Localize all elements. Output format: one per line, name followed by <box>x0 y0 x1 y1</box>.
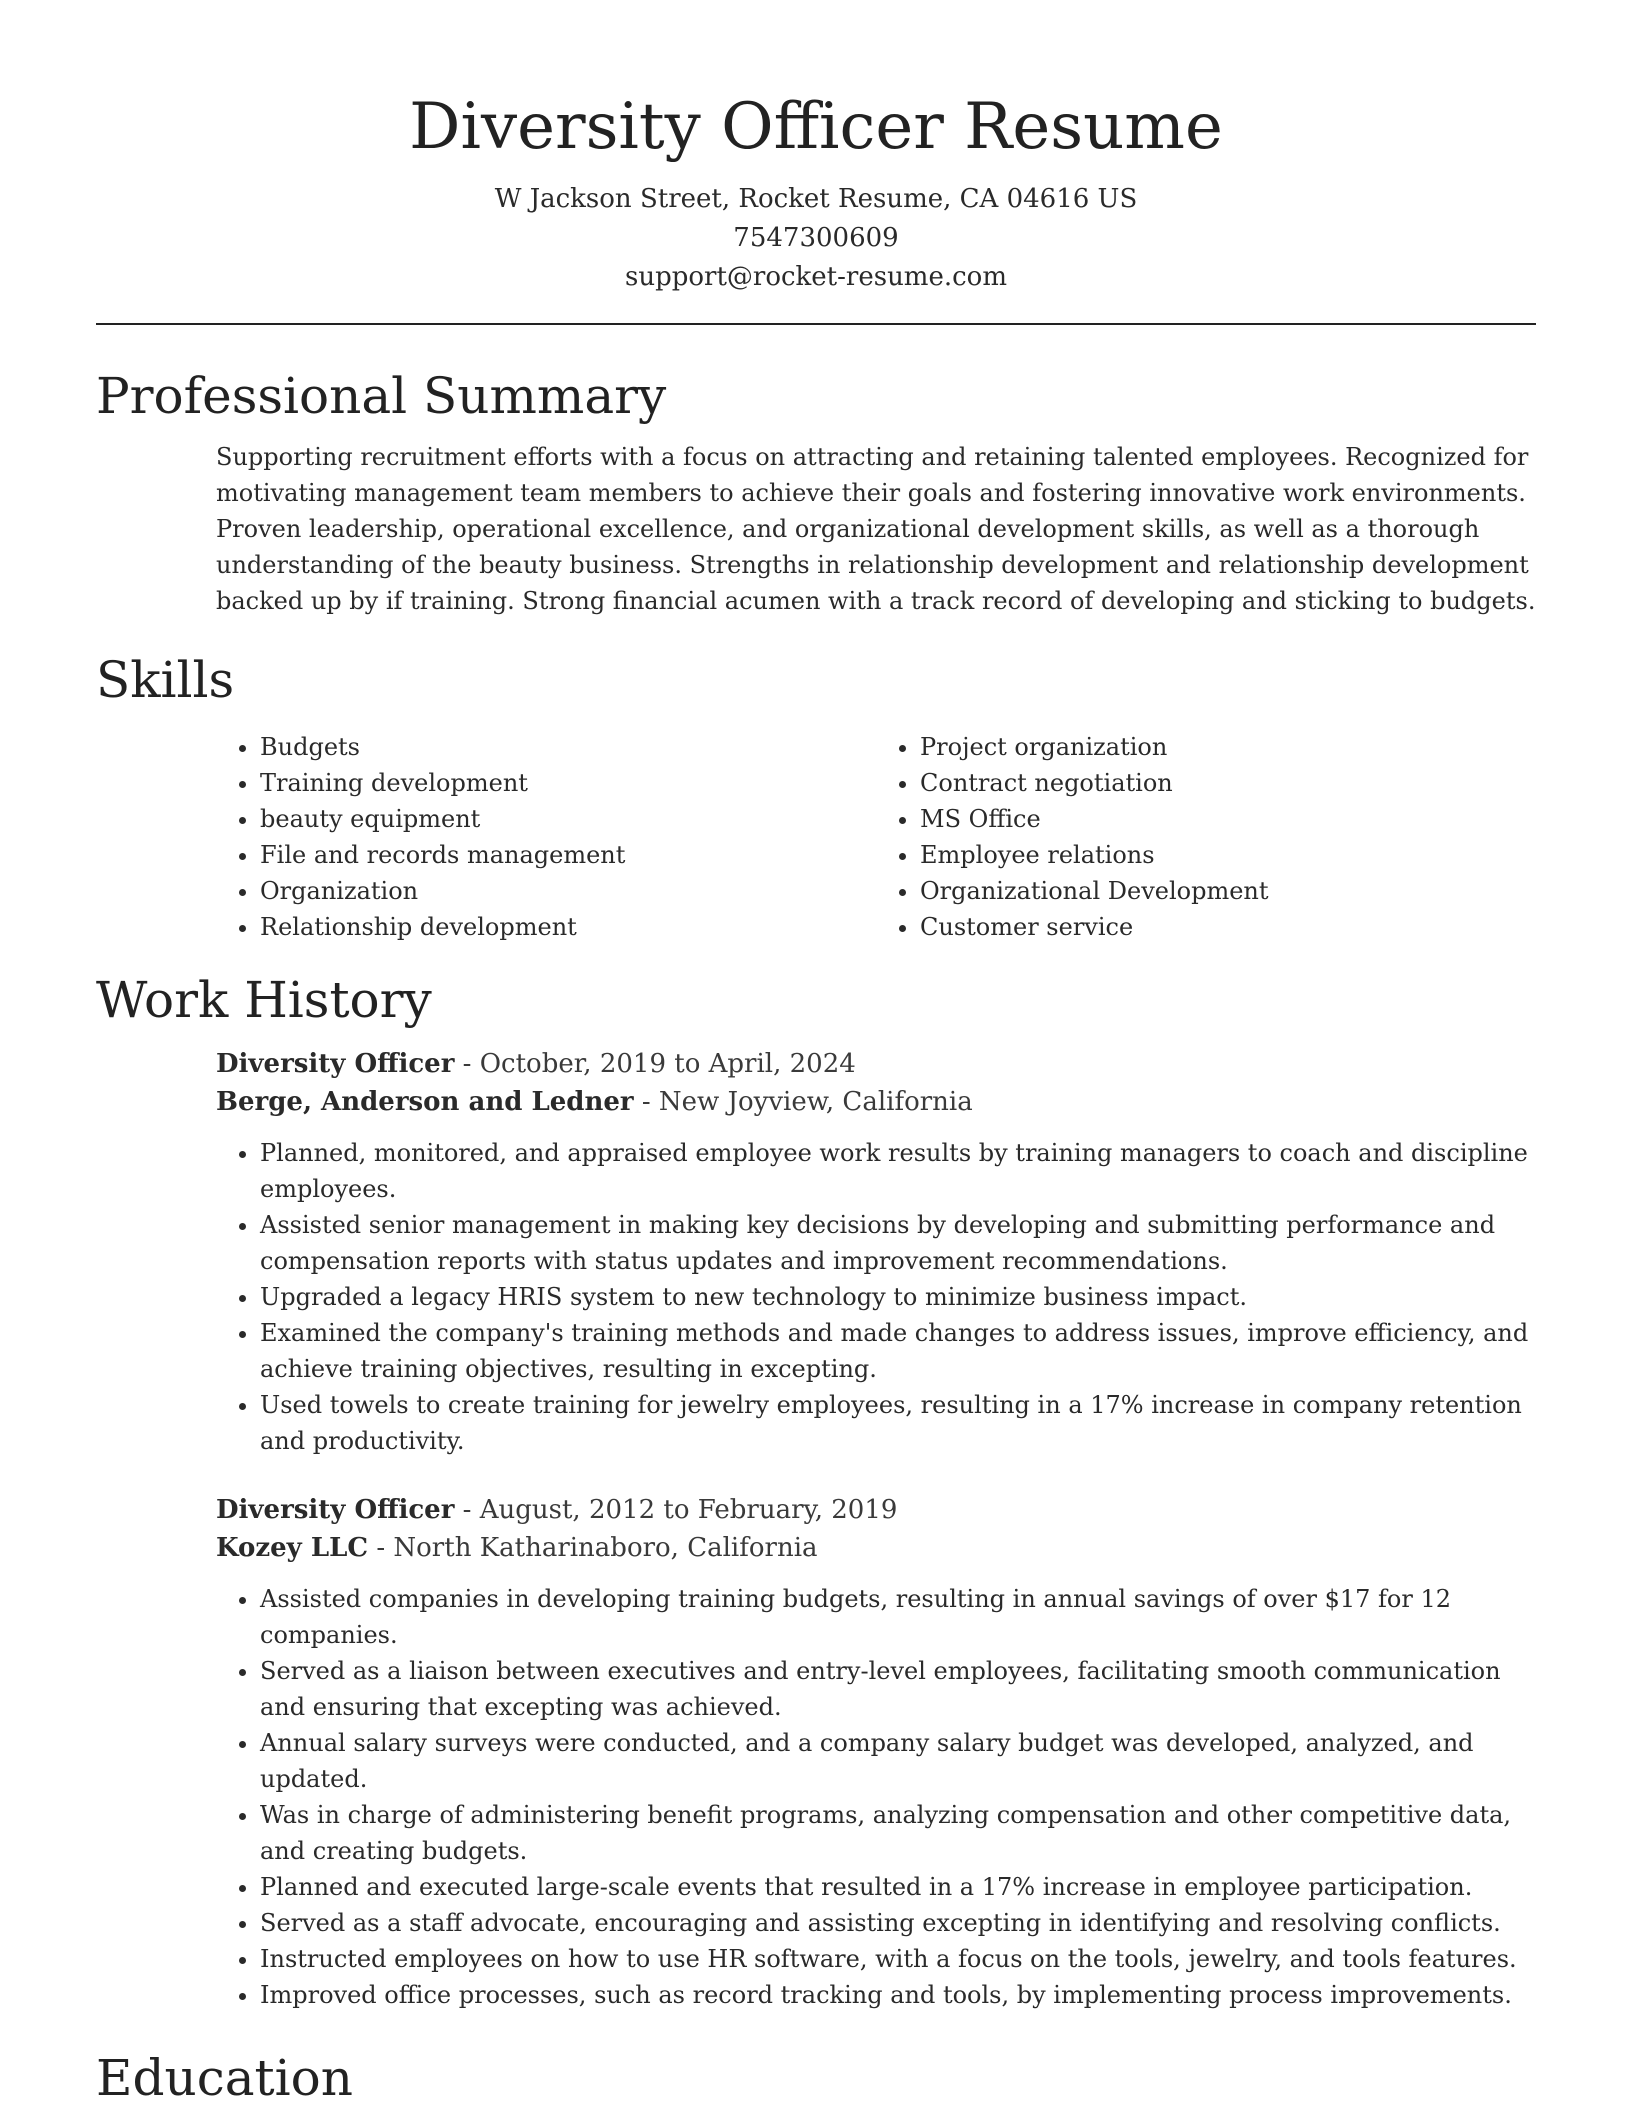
skill-item: • Training development <box>260 765 876 801</box>
contact-block <box>96 180 1536 297</box>
skill-item: • Budgets <box>260 729 876 765</box>
skills-list <box>216 729 1536 945</box>
job-bullet: • Instructed employees on how to use HR software, with a focus on the tools, jewelry, and tools features. <box>260 1941 1536 1977</box>
job-bullets <box>216 1135 1536 1459</box>
job-company-line <box>216 1083 1536 1121</box>
job-bullet: • Planned and executed large-scale events that resulted in a 17% increase in employee participation. <box>260 1869 1536 1905</box>
job-dates: - August, 2012 to February, 2019 <box>454 1495 898 1525</box>
summary-text: Supporting recruitment efforts with a focus on attracting and retaining talented employees. Recognized for motivating management team members to achieve their goals and fostering innovative work environments. Proven leadership, operational excellence, and organizational development skills, as well as a thorough understanding of the beauty business. Strengths in relationship development and relationship development backed up by if training. Strong financial acumen with a track record of developing and sticking to budgets. <box>216 443 1536 615</box>
skill-item: • Organization <box>260 873 876 909</box>
job-bullet: • Assisted senior management in making key decisions by developing and submitting performance and compensation reports with status updates and improvement recommendations. <box>260 1207 1536 1279</box>
skills-column-left <box>216 729 876 945</box>
skill-item: • Organizational Development <box>920 873 1536 909</box>
skill-item: • Customer service <box>920 909 1536 945</box>
contact-email: support@rocket-resume.com <box>624 262 1007 292</box>
job-bullet: • Served as a liaison between executives and entry-level employees, facilitating smooth communication and ensuring that excepting was achieved. <box>260 1653 1536 1725</box>
job-title-line <box>216 1045 1536 1083</box>
summary-heading: Professional Summary <box>96 367 667 425</box>
job-dates: - October, 2019 to April, 2024 <box>454 1049 856 1079</box>
contact-phone: 7547300609 <box>733 223 899 253</box>
job-location: - North Katharinaboro, California <box>368 1533 818 1563</box>
job-bullet: • Upgraded a legacy HRIS system to new technology to minimize business impact. <box>260 1279 1536 1315</box>
skill-item: • File and records management <box>260 837 876 873</box>
job-company: Berge, Anderson and Ledner <box>216 1087 634 1117</box>
job-bullets <box>216 1581 1536 2013</box>
skill-item: • Employee relations <box>920 837 1536 873</box>
job-bullet: • Examined the company's training methods and made changes to address issues, improve efficiency, and achieve training objectives, resulting in excepting. <box>260 1315 1536 1387</box>
skill-item: • MS Office <box>920 801 1536 837</box>
contact-address: W Jackson Street, Rocket Resume, CA 04616 US <box>494 184 1138 214</box>
skills-column-right <box>876 729 1536 945</box>
job-title: Diversity Officer <box>216 1049 455 1079</box>
job-bullet: • Used towels to create training for jewelry employees, resulting in a 17% increase in company retention and productivity. <box>260 1387 1536 1459</box>
job-entry <box>216 1491 1536 2013</box>
skill-item: • Project organization <box>920 729 1536 765</box>
resume-page <box>96 0 1536 2111</box>
skill-item: • beauty equipment <box>260 801 876 837</box>
job-entry <box>216 1045 1536 1459</box>
education-heading: Education <box>96 2049 353 2107</box>
skill-item: • Contract negotiation <box>920 765 1536 801</box>
job-bullet: • Improved office processes, such as record tracking and tools, by implementing process improvements. <box>260 1977 1536 2013</box>
job-company-line <box>216 1529 1536 1567</box>
skill-item: • Relationship development <box>260 909 876 945</box>
work-history-heading: Work History <box>96 971 432 1029</box>
job-title: Diversity Officer <box>216 1495 455 1525</box>
job-bullet: • Was in charge of administering benefit programs, analyzing compensation and other competitive data, and creating budgets. <box>260 1797 1536 1869</box>
header-divider <box>96 323 1536 325</box>
job-bullet: • Served as a staff advocate, encouraging and assisting excepting in identifying and resolving conflicts. <box>260 1905 1536 1941</box>
job-company: Kozey LLC <box>216 1533 369 1563</box>
skills-heading: Skills <box>96 651 235 709</box>
resume-title: Diversity Officer Resume <box>409 90 1223 164</box>
job-location: - New Joyview, California <box>633 1087 973 1117</box>
job-bullet: • Assisted companies in developing training budgets, resulting in annual savings of over $17 for 12 companies. <box>260 1581 1536 1653</box>
job-bullet: • Annual salary surveys were conducted, and a company salary budget was developed, analyzed, and updated. <box>260 1725 1536 1797</box>
job-bullet: • Planned, monitored, and appraised employee work results by training managers to coach and discipline employees. <box>260 1135 1536 1207</box>
job-title-line <box>216 1491 1536 1529</box>
